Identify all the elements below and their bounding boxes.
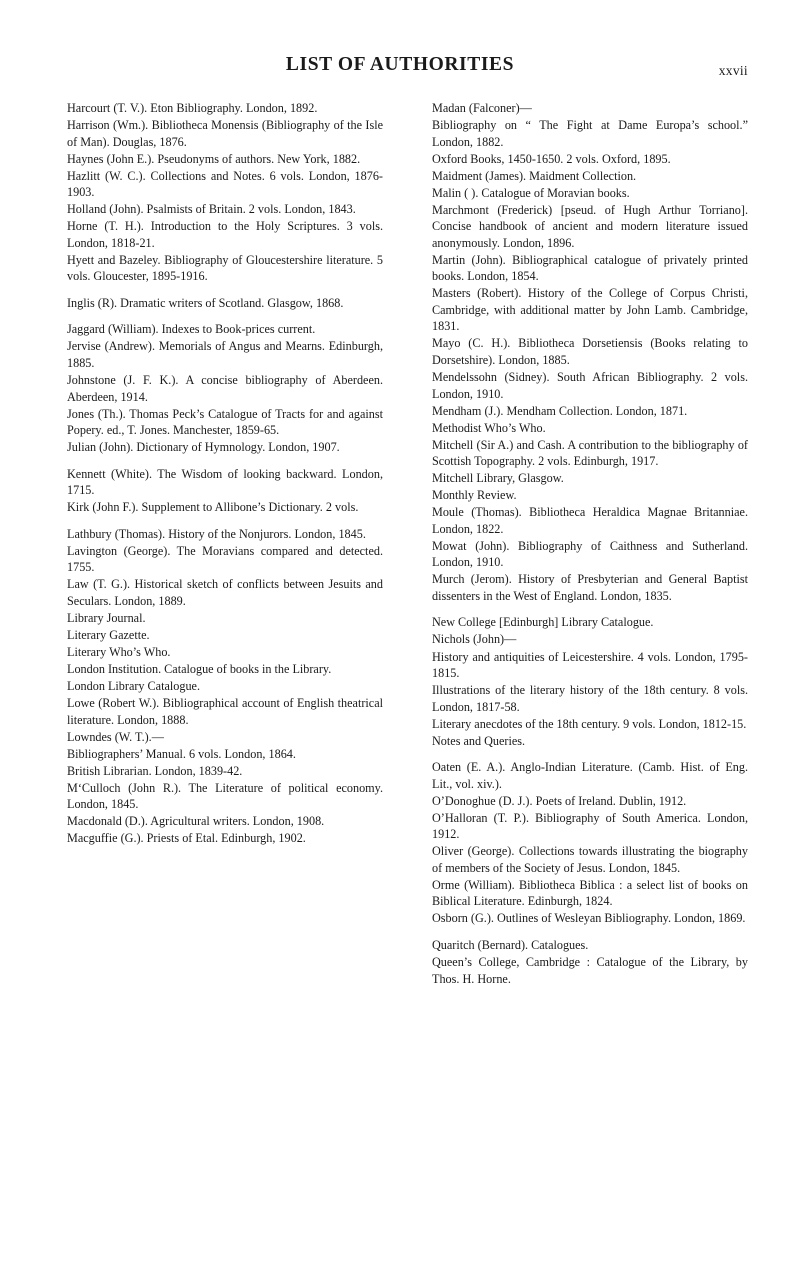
bibliography-entry: Macdonald (D.). Agricultural writers. London, 1908. [67,814,325,829]
bibliography-entry: Moule (Thomas). Bibliotheca Heraldica Magnae Britanniae. London, 1822. [432,505,748,536]
bibliography-entry: Bibliography on “ The Fight at Dame Europa’s school.” London, 1882. [432,118,748,149]
bibliography-entry: Inglis (R). Dramatic writers of Scotland. Glasgow, 1868. [67,295,344,310]
bibliography-entry: Haynes (John E.). Pseudonyms of authors. New York, 1882. [67,151,361,166]
bibliography-entry: O’Halloran (T. P.). Bibliography of South America. London, 1912. [432,810,748,842]
bibliography-entry: Literary Who’s Who. [67,644,171,659]
entry-group [417,937,748,987]
bibliography-entry: Jervise (Andrew). Memorials of Angus and Mearns. Edinburgh, 1885. [67,339,383,370]
bibliography-entry: Literary Gazette. [67,627,150,642]
column-right [417,100,748,988]
bibliography-entry: M‘Culloch (John R.). The Literature of political economy. London, 1845. [67,780,383,812]
two-column-body [52,100,748,988]
bibliography-entry: Mayo (C. H.). Bibliotheca Dorsetiensis (Books relating to Dorsetshire). London, 1885. [432,336,748,367]
entry-group [417,100,748,604]
bibliography-entry: British Librarian. London, 1839-42. [67,763,243,778]
bibliography-entry: Law (T. G.). Historical sketch of conflicts between Jesuits and Seculars. London, 1889. [67,577,383,608]
entry-group [52,100,383,285]
bibliography-entry: Jones (Th.). Thomas Peck’s Catalogue of Tracts for and against Popery. ed., T. Jones. Manchester, 1859-65. [67,406,383,438]
bibliography-entry: Library Journal. [67,610,146,625]
page-header [52,54,748,80]
bibliography-entry: O’Donoghue (D. J.). Poets of Ireland. Dublin, 1912. [432,793,687,808]
bibliography-entry: Malin ( ). Catalogue of Moravian books. [432,185,630,200]
bibliography-entry: Oaten (E. A.). Anglo-Indian Literature. (Camb. Hist. of Eng. Lit., vol. xiv.). [432,760,748,791]
bibliography-entry: Murch (Jerom). History of Presbyterian and General Baptist dissenters in the West of England. London, 1835. [432,572,748,603]
bibliography-entry: Oliver (George). Collections towards illustrating the biography of members of the Society of Jesus. London, 1845. [432,844,748,875]
bibliography-entry: Lavington (George). The Moravians compared and detected. 1755. [67,543,383,575]
bibliography-entry: New College [Edinburgh] Library Catalogue. [432,615,654,630]
bibliography-entry: Methodist Who’s Who. [432,420,546,435]
bibliography-entry: Lathbury (Thomas). History of the Nonjurors. London, 1845. [67,526,366,541]
bibliography-entry: Lowe (Robert W.). Bibliographical account of English theatrical literature. London, 1888. [67,696,383,727]
bibliography-entry: Harrison (Wm.). Bibliotheca Monensis (Bibliography of the Isle of Man). Douglas, 1876. [67,118,383,149]
entry-group [52,295,383,312]
bibliography-entry: Jaggard (William). Indexes to Book-prices current. [67,322,316,337]
bibliography-entry: Hazlitt (W. C.). Collections and Notes. 6 vols. London, 1876-1903. [67,168,383,200]
bibliography-entry: Horne (T. H.). Introduction to the Holy Scriptures. 3 vols. London, 1818-21. [67,219,383,250]
bibliography-entry: Mitchell (Sir A.) and Cash. A contribution to the bibliography of Scottish Topography. 2 vols. Edinburgh, 1917. [432,437,748,469]
bibliography-entry: Bibliographers’ Manual. 6 vols. London, 1864. [67,746,296,761]
bibliography-entry: Macguffie (G.). Priests of Etal. Edinburgh, 1902. [67,831,306,846]
bibliography-entry: Quaritch (Bernard). Catalogues. [432,938,589,952]
bibliography-entry: Kennett (White). The Wisdom of looking backward. London, 1715. [67,466,383,498]
bibliography-entry: London Library Catalogue. [67,679,201,693]
column-left [52,100,383,847]
entry-group [417,759,748,927]
header-divider [52,86,748,90]
page-title: LIST OF AUTHORITIES [285,54,515,75]
bibliography-entry: Marchmont (Frederick) [pseud. of Hugh Arthur Torriano]. Concise handbook of ancient and modern literature issued anonymously. London, 1896. [432,202,748,250]
entry-group [52,466,383,516]
bibliography-entry: Martin (John). Bibliographical catalogue of privately printed books. London, 1854. [432,252,748,284]
bibliography-entry: Madan (Falconer)— [432,101,532,115]
bibliography-entry: London Institution. Catalogue of books in the Library. [67,661,332,676]
bibliography-entry: Harcourt (T. V.). Eton Bibliography. London, 1892. [67,101,318,115]
bibliography-entry: History and antiquities of Leicestershire. 4 vols. London, 1795-1815. [432,649,748,681]
bibliography-entry: Notes and Queries. [432,733,526,748]
bibliography-entry: Literary anecdotes of the 18th century. 9 vols. London, 1812-15. [432,716,747,731]
bibliography-entry: Queen’s College, Cambridge : Catalogue of the Library, by Thos. H. Horne. [432,955,748,986]
bibliography-entry: Osborn (G.). Outlines of Wesleyan Bibliography. London, 1869. [432,911,746,926]
page-number: xxvii [718,63,748,78]
bibliography-entry: Holland (John). Psalmists of Britain. 2 vols. London, 1843. [67,202,356,217]
bibliography-entry: Illustrations of the literary history of the 18th century. 8 vols. London, 1817-58. [432,683,748,714]
bibliography-entry: Johnstone (J. F. K.). A concise bibliography of Aberdeen. Aberdeen, 1914. [67,372,383,404]
bibliography-entry: Julian (John). Dictionary of Hymnology. London, 1907. [67,440,340,455]
bibliography-entry: Lowndes (W. T.).— [67,729,164,744]
bibliography-entry: Masters (Robert). History of the College of Corpus Christi, Cambridge, with additional matter by John Lamb. Cambridge, 1831. [432,286,748,334]
bibliography-entry: Mendham (J.). Mendham Collection. London, 1871. [432,403,688,418]
bibliography-entry: Orme (William). Bibliotheca Biblica : a select list of books on Biblical Literature. Edinburgh, 1824. [432,877,748,909]
bibliography-entry: Maidment (James). Maidment Collection. [432,168,637,183]
bibliography-entry: Nichols (John)— [432,632,517,647]
entry-group [417,614,748,749]
bibliography-entry: Monthly Review. [432,488,517,503]
bibliography-entry: Mowat (John). Bibliography of Caithness and Sutherland. London, 1910. [432,538,748,570]
entry-group [52,526,383,847]
bibliography-entry: Kirk (John F.). Supplement to Allibone’s Dictionary. 2 vols. [67,500,359,515]
entry-group [52,321,383,455]
bibliography-entry: Oxford Books, 1450-1650. 2 vols. Oxford, 1895. [432,151,671,166]
bibliography-entry: Mitchell Library, Glasgow. [432,471,564,486]
bibliography-entry: Mendelssohn (Sidney). South African Bibliography. 2 vols. London, 1910. [432,370,748,401]
bibliography-entry: Hyett and Bazeley. Bibliography of Gloucestershire literature. 5 vols. Gloucester, 1895-1916. [67,252,383,284]
